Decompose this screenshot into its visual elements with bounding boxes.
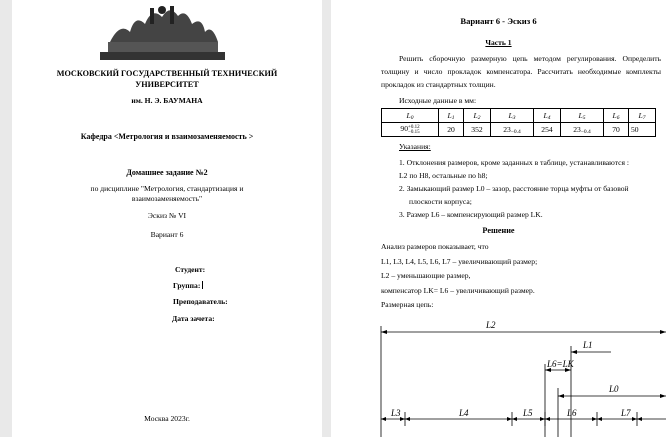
instructions: 1. Отклонения размеров, кроме заданных в таблице, устанавливаются : L2 по H8, остальные по h8; 2. Замыкающий размер L0 – зазор, расстояние торца муфты от базовой плоскости корпуса; 3. Размер L6 – компенсирующий размер LK. <box>399 158 630 219</box>
label-l3: L3 <box>391 408 401 418</box>
text-cursor <box>202 281 203 289</box>
dimension-chain-diagram <box>331 306 666 437</box>
sketch-number: Эскиз № VI <box>147 211 187 220</box>
table-header: $L_4$ <box>534 109 561 123</box>
university-subname: им. Н. Э. БАУМАНА <box>131 96 203 105</box>
table-cell: $23_{-0.4}$ <box>491 123 534 137</box>
table-header: $L_1$ <box>439 109 464 123</box>
analysis-text: Анализ размеров показывает, что L1, L3, L4, L5, L6, L7 – увеличивающий размер; L2 – уменьшающие размер, компенсатор LK= L6 – увеличивающий размер. Размерная цепь: <box>381 242 538 309</box>
label-l6-lk: L6=LK <box>547 359 574 369</box>
table-row <box>382 123 656 137</box>
label-l6: L6 <box>567 408 577 418</box>
table-cell: 50 <box>629 123 656 137</box>
label-l2: L2 <box>486 320 496 330</box>
data-label: Исходные данные в мм: <box>399 96 477 105</box>
table-cell: 352 <box>464 123 491 137</box>
solution-heading: Решение <box>482 226 515 235</box>
table-cell-l0: 90 +0.12 −0.15 <box>382 123 439 137</box>
label-l5: L5 <box>523 408 533 418</box>
table-header: $L_6$ <box>604 109 629 123</box>
university-name: МОСКОВСКИЙ ГОСУДАРСТВЕННЫЙ ТЕХНИЧЕСКИЙ УНИВЕРСИТЕТ <box>56 69 278 89</box>
group-label: Группа: <box>173 281 203 291</box>
hw-title: Домашнее задание №2 <box>126 168 208 177</box>
table-cell: 20 <box>439 123 464 137</box>
task-page <box>331 0 666 437</box>
table-header: $L_2$ <box>464 109 491 123</box>
teacher-label: Преподаватель: <box>173 297 228 306</box>
label-l0: L0 <box>609 384 619 394</box>
table-header: $L_7$ <box>629 109 656 123</box>
table-cell: 254 <box>534 123 561 137</box>
table-header-row <box>382 109 656 123</box>
table-cell: $23_{-0.4}$ <box>561 123 604 137</box>
discipline: по дисциплине "Метрология, стандартизация и взаимозаменяемость" <box>90 184 244 203</box>
table-header: $L_3$ <box>491 109 534 123</box>
part-heading: Часть 1 <box>485 38 512 47</box>
label-l1: L1 <box>583 340 593 350</box>
variant: Вариант 6 <box>150 230 184 239</box>
student-label: Студент: <box>175 265 206 274</box>
dimensions-table <box>381 108 656 137</box>
instructions-label: Указания: <box>399 142 431 151</box>
label-l7: L7 <box>621 408 631 418</box>
label-l4: L4 <box>459 408 469 418</box>
table-header: $L_5$ <box>561 109 604 123</box>
credit-date-label: Дата зачета: <box>172 314 215 323</box>
bauman-logo <box>90 2 235 62</box>
title-page <box>12 0 322 437</box>
department: Кафедра <Метрология и взаимозаменяемость > <box>80 132 254 141</box>
table-header: $L_0$ <box>382 109 439 123</box>
city-year: Москва 2023г. <box>144 414 190 423</box>
table-cell: 70 <box>604 123 629 137</box>
task-text: Решить сборочную размерную цепь методом регулирования. Определить толщину и число прокладок компенсатора. Рассчитать необходимые комплекты прокладок из стандартных толщин. <box>381 54 662 89</box>
task-heading: Вариант 6 - Эскиз 6 <box>460 16 537 26</box>
